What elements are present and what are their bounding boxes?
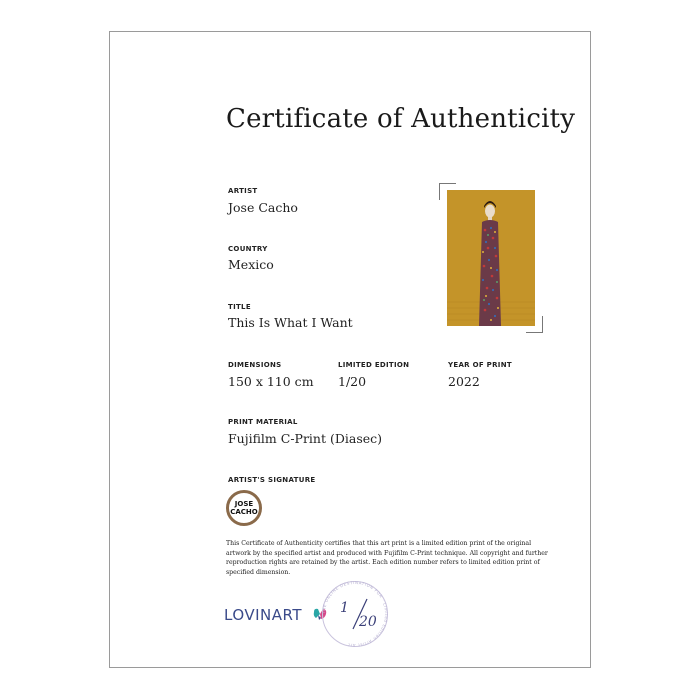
certificate-disclaimer: This Certificate of Authenticity certifies that this art print is a limited edition print of the original artwork by the specified artist and produced with Fujifilm C-Print technique. All copyright and further reproduction rights are retained by the artist. Each edition number refers to limited edition print of specified dimension. (226, 540, 548, 576)
dimensions-label: DIMENSIONS (228, 361, 282, 369)
signature-label: ARTIST'S SIGNATURE (228, 476, 316, 484)
signature-line-2: CACHO (230, 508, 258, 516)
year-label: YEAR OF PRINT (448, 361, 512, 369)
title-label: TITLE (228, 303, 251, 311)
svg-text:THE ONLINE DESTINATION FOR · L: THE ONLINE DESTINATION FOR · Limited Edition Artist Art (320, 579, 390, 649)
brand-wordmark: LOVINART (224, 606, 303, 624)
dimensions-value: 150 x 110 cm (228, 374, 314, 389)
artist-value: Jose Cacho (228, 200, 298, 215)
edition-stamp-number: 1 (340, 600, 349, 616)
country-value: Mexico (228, 257, 274, 272)
artwork-image (447, 190, 535, 326)
material-value: Fujifilm C-Print (Diasec) (228, 431, 383, 446)
signature-line-1: JOSE (234, 500, 254, 508)
edition-value: 1/20 (338, 374, 367, 389)
country-label: COUNTRY (228, 245, 268, 253)
material-label: PRINT MATERIAL (228, 418, 298, 426)
edition-label: LIMITED EDITION (338, 361, 410, 369)
certificate-title: Certificate of Authenticity (226, 104, 576, 134)
edition-stamp-total: 20 (359, 614, 377, 630)
artist-label: ARTIST (228, 187, 258, 195)
year-value: 2022 (448, 374, 480, 389)
artist-signature-seal (226, 490, 262, 526)
artwork-title-value: This Is What I Want (228, 315, 353, 330)
artwork-figure-icon (447, 190, 535, 326)
